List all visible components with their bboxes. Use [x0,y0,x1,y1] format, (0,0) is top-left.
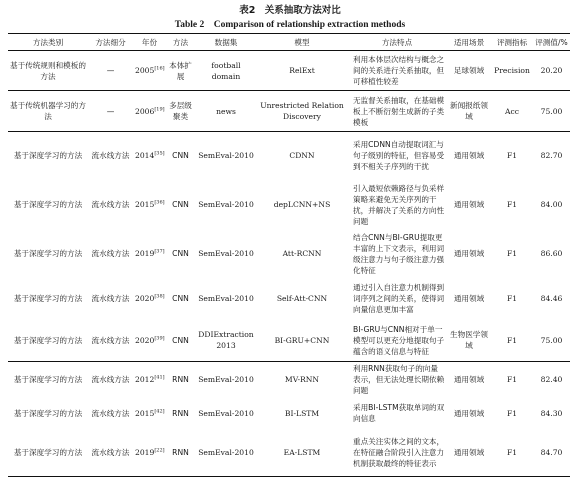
header-cell: 方法 [166,34,195,51]
model-cell-text: MV-RNN [284,374,320,384]
method-cell-text: RNN [172,448,189,458]
year-cell-text: 2020 [135,294,155,303]
category-cell-text: 基于传统规则和模板的方法 [10,60,86,81]
method-cell-text: CNN [172,249,189,258]
metric-cell-text: F1 [506,374,518,384]
subcategory-cell [88,430,133,477]
dataset-cell-text: SemEval-2010 [198,249,254,258]
method-cell-text: CNN [172,200,189,209]
feature-cell [347,230,447,278]
value-cell-text: 20.20 [540,66,563,75]
citation-ref: [42] [154,407,165,414]
year-cell [133,180,166,230]
value-cell [533,362,570,397]
value-cell-text: 82.40 [540,374,563,384]
dataset-cell [195,278,257,320]
method-cell [166,180,195,230]
method-cell [166,278,195,320]
subcategory-cell-text: 流水线方法 [91,249,130,258]
dataset-cell-text: SemEval-2010 [198,448,254,458]
model-cell-text: Self-Att-CNN [276,294,328,303]
year-cell-text: 2005 [135,66,155,75]
subcategory-cell-text: 流水线方法 [91,374,130,384]
model-cell [257,397,347,430]
metric-cell-text: F1 [506,408,518,418]
category-cell [8,320,88,362]
value-cell [533,430,570,477]
feature-cell [347,278,447,320]
subcategory-cell [88,51,133,91]
year-cell [133,430,166,477]
scene-cell [447,230,491,278]
dataset-cell-text: football domain [211,60,241,81]
method-cell [166,397,195,430]
feature-cell [347,397,447,430]
category-cell-text: 基于深度学习的方法 [13,448,83,458]
model-cell [257,430,347,477]
subcategory-cell [88,91,133,132]
value-cell-text: 84.46 [540,294,563,303]
category-cell [8,180,88,230]
model-cell-text: depLCNN+NS [273,200,331,209]
method-cell-text: CNN [172,151,189,161]
model-cell [257,51,347,91]
subcategory-cell [88,132,133,180]
feature-cell [347,132,447,180]
subcategory-cell-text: 流水线方法 [91,448,130,458]
dataset-cell [195,320,257,362]
metric-cell [491,362,533,397]
feature-cell [347,51,447,91]
header-cell: 评测值/% [533,34,570,51]
scene-cell [447,278,491,320]
subcategory-cell-text: 流水线方法 [91,294,130,303]
scene-cell [447,91,491,132]
category-cell-text: 基于深度学习的方法 [13,335,83,345]
year-cell [133,362,166,397]
year-cell [133,230,166,278]
scene-cell-text: 通用领域 [453,408,485,418]
model-cell-text: BI-LSTM [284,408,320,418]
dataset-cell [195,397,257,430]
table-row [8,230,570,278]
year-cell [133,278,166,320]
year-cell-text: 2015 [135,408,155,418]
category-cell [8,430,88,477]
method-cell [166,430,195,477]
metric-cell-text: F1 [506,249,518,258]
feature-cell-text: 引入最短依赖路径与负采样策略来避免无关序列的干扰，并解决了关系的方向性问题 [353,183,445,226]
metric-cell-text: F1 [506,335,518,345]
model-cell-text: Unrestricted Relation Discovery [260,101,344,121]
method-cell [166,362,195,397]
feature-cell-text: 采用BI-LSTM获取单词的双向信息 [353,403,445,423]
table-caption-cn: 表2 关系抽取方法对比 [239,5,341,16]
table-header [8,34,570,51]
metric-cell [491,397,533,430]
metric-cell-text: F1 [506,448,518,458]
year-cell-text: 2014 [135,151,155,161]
dataset-cell-text: news [216,106,236,116]
subcategory-cell-text: 流水线方法 [91,151,130,161]
scene-cell-text: 通用领域 [453,200,485,209]
year-cell-text: 2015 [135,200,155,209]
scene-cell [447,51,491,91]
subcategory-cell [88,362,133,397]
value-cell-text: 86.60 [540,249,563,258]
model-cell [257,132,347,180]
year-cell [133,397,166,430]
value-cell [533,180,570,230]
table-row [8,430,570,477]
subcategory-cell-text: 流水线方法 [91,335,130,345]
method-cell [166,230,195,278]
header-cell: 方法特点 [347,34,447,51]
subcategory-cell-text: 流水线方法 [91,408,130,418]
method-cell [166,51,195,91]
header-row [8,34,570,51]
dataset-cell [195,230,257,278]
dataset-cell-text: SemEval-2010 [198,408,254,418]
feature-cell-text: BI-GRU与CNN相对于单一模型可以更充分地提取句子蕴含的语义信息与特征 [353,324,445,356]
method-cell-text: 多层级聚类 [169,101,192,121]
feature-cell-text: 采用CDNN自动提取词汇与句子级别的特征，但容易受到不相关子序列的干扰 [353,140,445,172]
header-cell: 年份 [133,34,166,51]
model-cell-text: BI-GRU+CNN [274,335,330,345]
feature-cell-text: 利用RNN获取句子的向量表示，但无法处理长期依赖问题 [353,363,445,395]
subcategory-cell-text: — [106,106,115,116]
category-cell [8,362,88,397]
model-cell-text: CDNN [289,151,315,161]
metric-cell-text: F1 [506,151,518,161]
header-cell: 适用场景 [447,34,491,51]
dataset-cell-text: SemEval-2010 [198,200,254,209]
scene-cell-text: 通用领域 [453,374,485,384]
feature-cell-text: 利用本体层次结构与概念之间的关系进行关系抽取，但可移植性较差 [353,55,445,86]
value-cell [533,397,570,430]
year-cell-text: 2020 [135,335,155,345]
category-cell [8,397,88,430]
method-cell [166,91,195,132]
dataset-cell [195,132,257,180]
method-cell-text: CNN [172,294,189,303]
dataset-cell [195,51,257,91]
year-cell-text: 2019 [135,448,155,458]
year-cell-text: 2019 [135,249,155,258]
scene-cell [447,397,491,430]
scene-cell [447,180,491,230]
year-cell [133,51,166,91]
scene-cell [447,362,491,397]
subcategory-cell [88,180,133,230]
feature-cell-text: 通过引入自注意力机制得到词序列之间的关系，使得词向量信息更加丰富 [353,283,445,314]
category-cell-text: 基于深度学习的方法 [13,151,83,161]
feature-cell-text: 重点关注实体之间的文本，在特征融合阶段引入注意力机制获取最终的特征表示 [353,437,445,469]
year-cell-text: 2006 [135,106,155,116]
dataset-cell [195,91,257,132]
metric-cell-text: F1 [506,294,518,303]
scene-cell-text: 通用领域 [453,249,485,258]
value-cell-text: 84.30 [540,408,563,418]
year-cell-text: 2012 [135,374,155,384]
category-cell [8,278,88,320]
year-cell [133,91,166,132]
value-cell-text: 75.00 [540,335,563,345]
table-row [8,51,570,91]
category-cell-text: 基于深度学习的方法 [13,294,83,303]
value-cell [533,91,570,132]
feature-cell [347,430,447,477]
table-row [8,91,570,132]
model-cell-text: RelExt [289,66,315,75]
metric-cell [491,132,533,180]
category-cell-text: 基于深度学习的方法 [13,408,83,418]
dataset-cell-text: SemEval-2010 [198,151,254,161]
metric-cell-text: Precision [494,66,530,75]
table-row [8,278,570,320]
category-cell [8,91,88,132]
citation-ref: [19] [154,105,165,112]
citation-ref: [37] [154,248,165,255]
category-cell-text: 基于深度学习的方法 [13,374,83,384]
feature-cell [347,180,447,230]
metric-cell [491,278,533,320]
value-cell [533,51,570,91]
header-cell: 评测指标 [491,34,533,51]
method-cell-text: CNN [172,335,189,345]
subcategory-cell [88,397,133,430]
header-cell: 模型 [257,34,347,51]
comparison-table [8,33,570,477]
scene-cell-text: 生物医学领域 [450,330,488,351]
dataset-cell-text: SemEval-2010 [198,374,254,384]
table-row [8,320,570,362]
model-cell [257,230,347,278]
value-cell [533,320,570,362]
subcategory-cell-text: — [106,66,115,75]
model-cell [257,320,347,362]
scene-cell-text: 通用领域 [453,294,485,303]
category-cell-text: 基于传统机器学习的方法 [10,101,86,121]
feature-cell [347,91,447,132]
scene-cell-text: 通用领域 [453,448,485,458]
model-cell-text: Att-RCNN [282,249,322,258]
value-cell-text: 84.00 [540,200,563,209]
scene-cell-text: 新闻报纸领域 [450,101,488,121]
citation-ref: [35] [154,150,165,157]
method-cell-text: RNN [172,408,189,418]
dataset-cell [195,362,257,397]
method-cell [166,132,195,180]
dataset-cell-text: SemEval-2010 [198,294,254,303]
subcategory-cell-text: 流水线方法 [91,200,130,209]
metric-cell [491,51,533,91]
citation-ref: [39] [154,335,165,342]
category-cell [8,230,88,278]
citation-ref: [16] [154,65,165,72]
scene-cell [447,132,491,180]
model-cell [257,180,347,230]
table-row [8,180,570,230]
model-cell [257,362,347,397]
scene-cell-text: 通用领域 [453,151,485,161]
feature-cell [347,320,447,362]
metric-cell [491,180,533,230]
metric-cell [491,91,533,132]
dataset-cell [195,180,257,230]
value-cell-text: 84.70 [540,448,563,458]
table-caption-en: Table 2 Comparison of relationship extraction methods [174,20,406,30]
category-cell-text: 基于深度学习的方法 [13,200,83,209]
table-row [8,397,570,430]
metric-cell [491,320,533,362]
dataset-cell [195,430,257,477]
subcategory-cell [88,230,133,278]
metric-cell-text: Acc [505,106,519,116]
scene-cell [447,320,491,362]
subcategory-cell [88,320,133,362]
value-cell-text: 75.00 [540,106,563,116]
scene-cell [447,430,491,477]
method-cell [166,320,195,362]
model-cell [257,278,347,320]
category-cell-text: 基于深度学习的方法 [13,249,83,258]
metric-cell-text: F1 [506,200,518,209]
citation-ref: [38] [154,293,165,300]
citation-ref: [22] [154,447,165,454]
citation-ref: [36] [154,199,165,206]
feature-cell [347,362,447,397]
value-cell [533,132,570,180]
table-row [8,132,570,180]
subcategory-cell [88,278,133,320]
header-cell: 数据集 [195,34,257,51]
method-cell-text: RNN [172,374,189,384]
header-cell: 方法类别 [8,34,88,51]
metric-cell [491,430,533,477]
dataset-cell-text: DDIExtraction 2013 [198,330,254,351]
scene-cell-text: 足球领域 [453,66,485,75]
feature-cell-text: 结合CNN与BI-GRU提取更丰富的上下文表示，利用词级注意力与句子级注意力强化特征 [353,232,445,275]
year-cell [133,132,166,180]
value-cell [533,278,570,320]
category-cell [8,132,88,180]
value-cell-text: 82.70 [540,151,563,161]
method-cell-text: 本体扩展 [169,60,192,81]
citation-ref: [41] [154,374,165,381]
year-cell [133,320,166,362]
feature-cell-text: 无监督关系抽取，在基础模板上不断衍射生成新的子类模板 [353,95,445,127]
value-cell [533,230,570,278]
metric-cell [491,230,533,278]
model-cell [257,91,347,132]
model-cell-text: EA-LSTM [283,448,321,458]
table-row [8,362,570,397]
header-cell: 方法细分 [88,34,133,51]
table-body [8,51,570,477]
category-cell [8,51,88,91]
